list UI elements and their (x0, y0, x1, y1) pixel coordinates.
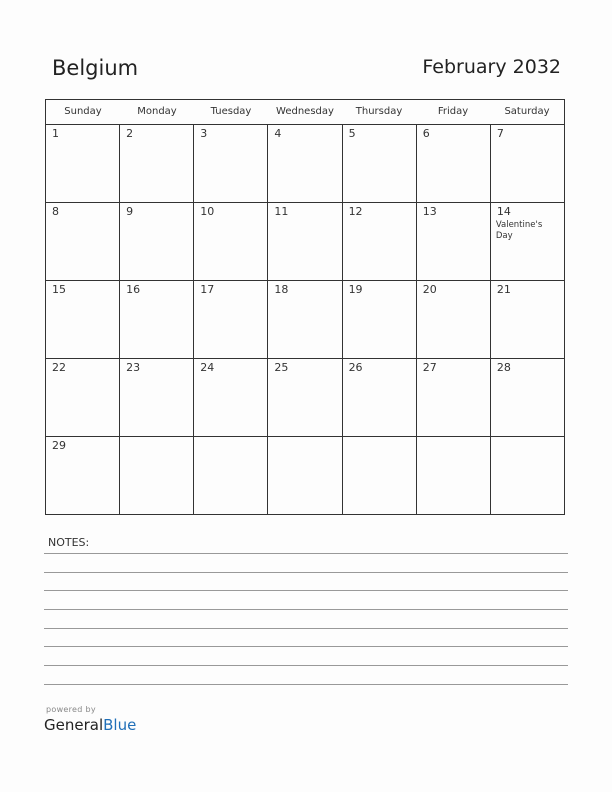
day-cell (268, 125, 342, 202)
day-number: 19 (348, 283, 363, 296)
day-cell (417, 437, 491, 514)
day-number: 1 (52, 127, 59, 140)
day-cell (417, 359, 491, 436)
day-cell (491, 437, 564, 514)
holiday-label: Valentine's Day (495, 220, 543, 241)
notes-line (44, 665, 568, 666)
notes-line (44, 609, 568, 610)
weekday-saturday: Saturday (504, 106, 550, 117)
day-cell (120, 437, 194, 514)
day-number: 23 (126, 361, 141, 374)
day-number: 26 (348, 361, 363, 374)
day-cell (491, 359, 564, 436)
day-number: 9 (126, 205, 134, 218)
weekday-wednesday: Wednesday (276, 106, 334, 117)
country-title: Belgium (52, 56, 139, 80)
day-number: 18 (274, 283, 289, 296)
notes-line (44, 646, 568, 647)
weekday-tuesday: Tuesday (210, 106, 252, 117)
day-cell (491, 281, 564, 358)
week-row (46, 125, 564, 203)
day-number: 14 (496, 205, 511, 218)
weekday-header (46, 100, 564, 125)
day-cell (343, 203, 417, 280)
generalblue-logo (44, 716, 136, 734)
day-number: 3 (200, 127, 208, 140)
day-cell (268, 359, 342, 436)
day-number: 16 (126, 283, 141, 296)
day-cell (194, 359, 268, 436)
notes-line (44, 628, 568, 629)
month-year-title: February 2032 (422, 56, 561, 78)
day-cell (120, 359, 194, 436)
weekday-friday: Friday (437, 106, 469, 117)
day-cell (46, 125, 120, 202)
day-number: 5 (348, 127, 356, 140)
day-cell (491, 125, 564, 202)
day-number: 8 (52, 205, 59, 218)
day-cell (268, 281, 342, 358)
day-cell (120, 281, 194, 358)
week-row (46, 359, 564, 437)
notes-line (44, 590, 568, 591)
day-cell (417, 281, 491, 358)
day-number: 7 (496, 127, 504, 140)
day-cell (343, 125, 417, 202)
notes-line (44, 553, 568, 554)
day-number: 15 (52, 283, 66, 296)
brand-blue: Blue (103, 716, 137, 734)
calendar-grid (45, 99, 565, 515)
day-cell (46, 359, 120, 436)
day-number: 21 (496, 283, 511, 296)
day-cell (194, 203, 268, 280)
weekday-thursday: Thursday (355, 106, 403, 117)
day-number: 4 (274, 127, 282, 140)
day-cell (417, 203, 491, 280)
day-cell (46, 437, 120, 514)
day-cell (343, 359, 417, 436)
day-cell (194, 437, 268, 514)
day-cell (194, 125, 268, 202)
notes-label: NOTES: (48, 536, 90, 549)
day-cell (120, 125, 194, 202)
brand-general: General (44, 716, 104, 734)
day-cell (491, 203, 564, 280)
notes-line (44, 572, 568, 573)
day-cell (268, 437, 342, 514)
day-cell (120, 203, 194, 280)
weekday-monday: Monday (137, 106, 177, 117)
day-number: 13 (422, 205, 437, 218)
day-number: 20 (422, 283, 437, 296)
day-cell (194, 281, 268, 358)
day-number: 2 (126, 127, 134, 140)
day-cell (46, 203, 120, 280)
week-row (46, 437, 564, 514)
day-number: 25 (274, 361, 289, 374)
powered-by-text: powered by (46, 705, 96, 714)
day-number: 17 (200, 283, 215, 296)
weekday-sunday: Sunday (64, 106, 102, 117)
day-number: 6 (422, 127, 430, 140)
day-number: 27 (422, 361, 437, 374)
day-cell (46, 281, 120, 358)
day-number: 12 (348, 205, 363, 218)
day-number: 24 (200, 361, 215, 374)
day-number: 22 (52, 361, 66, 374)
day-number: 10 (200, 205, 215, 218)
day-number: 28 (496, 361, 511, 374)
day-number: 11 (274, 205, 289, 218)
day-cell (417, 125, 491, 202)
day-number: 29 (52, 439, 66, 452)
day-cell (343, 437, 417, 514)
week-row (46, 203, 564, 281)
notes-line (44, 684, 568, 685)
week-row (46, 281, 564, 359)
day-cell (268, 203, 342, 280)
day-cell (343, 281, 417, 358)
